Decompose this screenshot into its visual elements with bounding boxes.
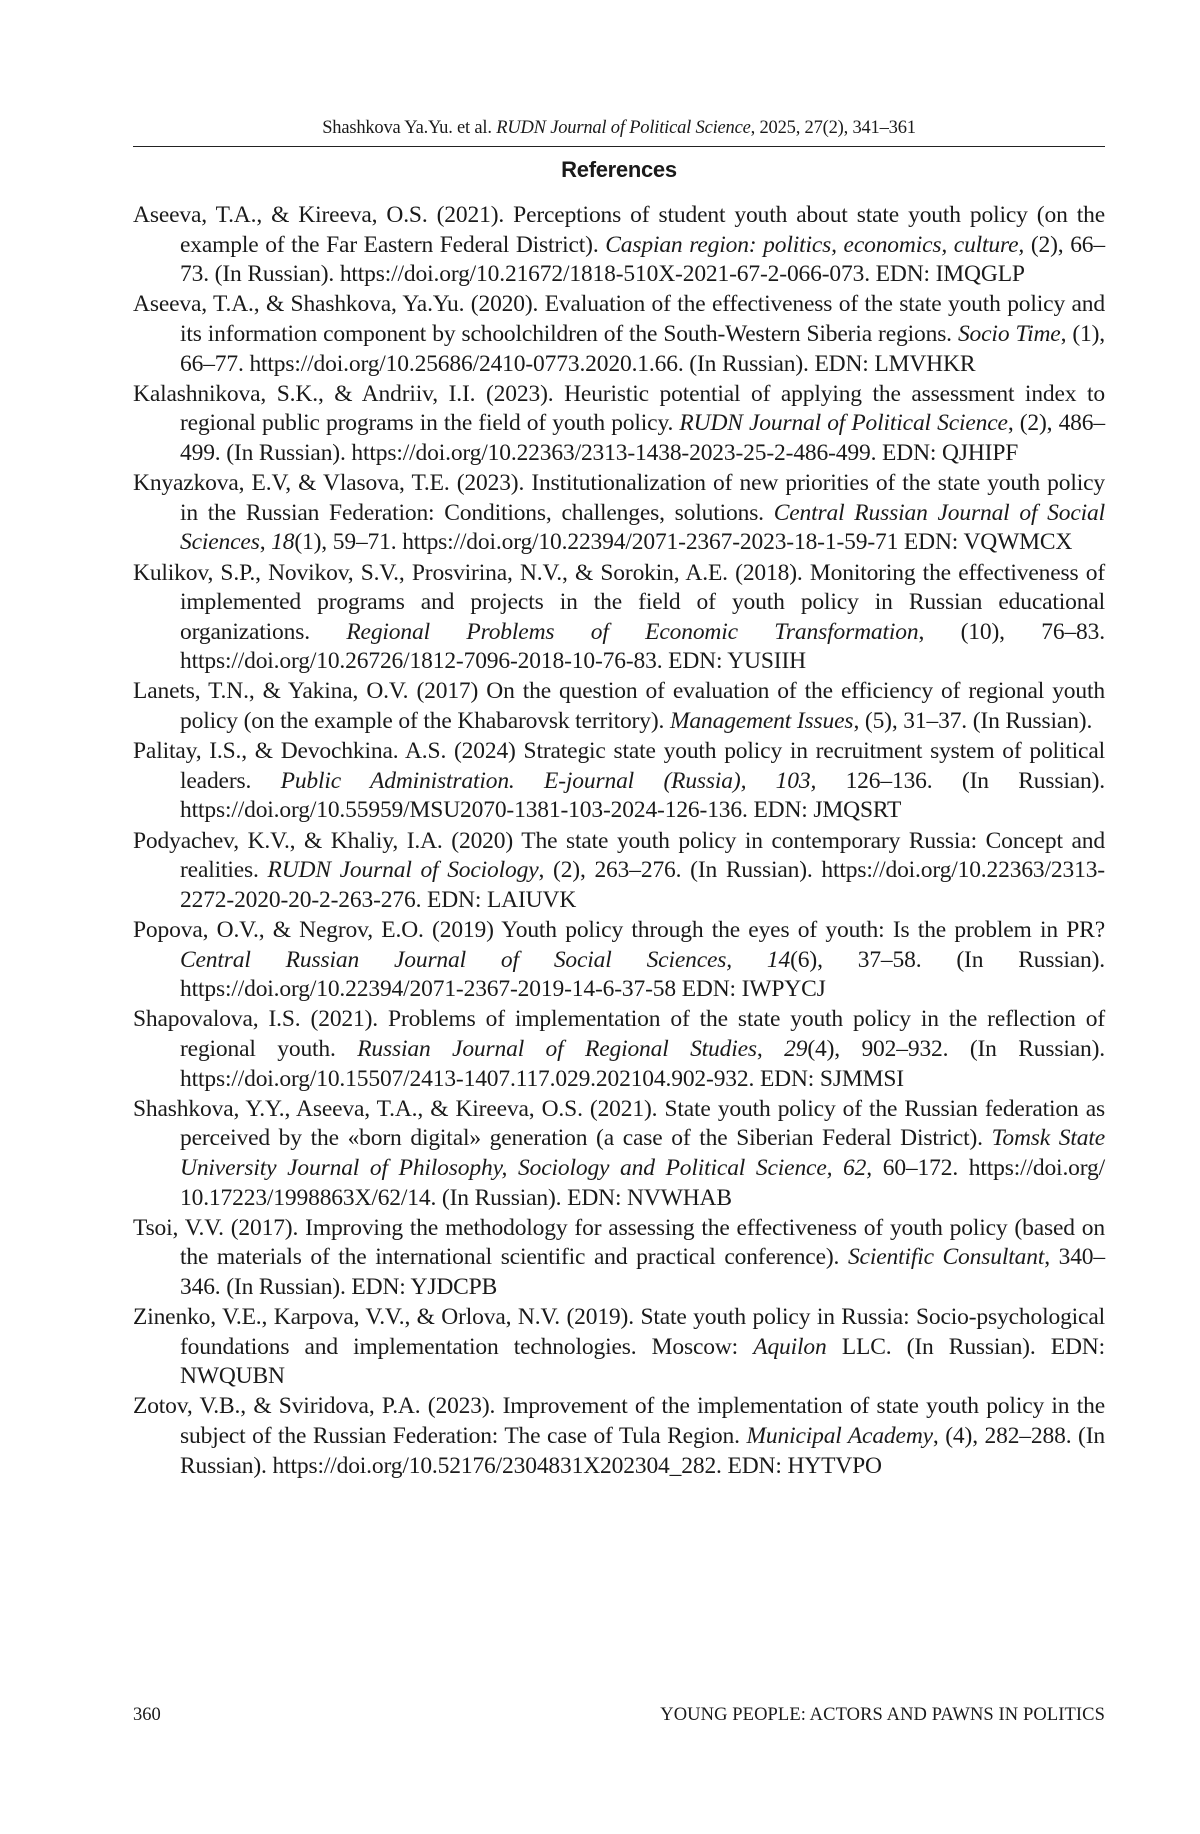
header-rule <box>133 146 1105 147</box>
header-citation: , 2025, 27(2), 341–361 <box>751 118 916 138</box>
reference-tsoi-2017: Tsoi, V.V. (2017). Improving the methodology for assessing the effectiveness of youth policy (based on the materials of the international scientific and practical conference). Scientific Consultant, 340–346. (In Russian). EDN: YJDCPB <box>133 1214 1105 1303</box>
reference-kulikov-et-al-2018: Kulikov, S.P., Novikov, S.V., Prosvirina, N.V., & Sorokin, A.E. (2018). Monitoring the effectiveness of implemented programs and projects in the field of youth policy in Russian educational organizations. Regional Problems of Economic Transformation, (10), 76–83. https://doi.org/10.26726/1812-7096-2018-10-76-83. EDN: YUSIIH <box>133 559 1105 677</box>
reference-list <box>133 201 1105 1482</box>
footer-section-title: YOUNG PEOPLE: ACTORS AND PAWNS IN POLITICS <box>660 1705 1105 1726</box>
page-number: 360 <box>133 1705 161 1726</box>
reference-shapovalova-2021: Shapovalova, I.S. (2021). Problems of implementation of the state youth policy in the reflection of regional youth. Russian Journal of Regional Studies, 29(4), 902–932. (In Russian). https://doi.org/10.15507/2413-1407.117.029.202104.902-932. EDN: SJMMSI <box>133 1005 1105 1094</box>
section-title: References <box>133 157 1105 183</box>
reference-kalashnikova-andriiv-2023: Kalashnikova, S.K., & Andriiv, I.I. (2023). Heuristic potential of applying the assessment index to regional public programs in the field of youth policy. RUDN Journal of Political Science, (2), 486–499. (In Russian). https://doi.org/10.22363/2313-1438-2023-25-2-486-499. EDN: QJHIPF <box>133 380 1105 469</box>
reference-palitay-devochkina-2024: Palitay, I.S., & Devochkina. A.S. (2024) Strategic state youth policy in recruitment system of political leaders. Public Administration. E-journal (Russia), 103, 126–136. (In Russian). https://doi.org/10.55959/MSU2070-1381-103-2024-126-136. EDN: JMQSRT <box>133 737 1105 826</box>
reference-zotov-sviridova-2023: Zotov, V.B., & Sviridova, P.A. (2023). Improvement of the implementation of state youth policy in the subject of the Russian Federation: The case of Tula Region. Municipal Academy, (4), 282–288. (In Russian). https://doi.org/10.52176/2304831X202304_282. EDN: HYTVPO <box>133 1392 1105 1481</box>
reference-lanets-yakina-2017: Lanets, T.N., & Yakina, O.V. (2017) On the question of evaluation of the efficiency of regional youth policy (on the example of the Khabarovsk territory). Management Issues, (5), 31–37. (In Russian). <box>133 677 1105 736</box>
reference-podyachev-khaliy-2020: Podyachev, K.V., & Khaliy, I.A. (2020) The state youth policy in contemporary Russia: Concept and realities. RUDN Journal of Sociology, (2), 263–276. (In Russian). https://doi.org/10.22363/2313-2272-2020-20-2-263-276. EDN: LAIUVK <box>133 827 1105 916</box>
reference-aseeva-shashkova-2020: Aseeva, T.A., & Shashkova, Ya.Yu. (2020). Evaluation of the effectiveness of the state youth policy and its information component by schoolchildren of the South-Western Siberia regions. Socio Time, (1), 66–77. https://doi.org/10.25686/2410-0773.2020.1.66. (In Russian). EDN: LMVHKR <box>133 290 1105 379</box>
reference-aseeva-kireeva-2021: Aseeva, T.A., & Kireeva, O.S. (2021). Perceptions of student youth about state youth policy (on the example of the Far Eastern Federal District). Caspian region: politics, economics, culture, (2), 66–73. (In Russian). https://doi.org/10.21672/1818-510X-2021-67-2-066-073. EDN: IMQGLP <box>133 201 1105 290</box>
reference-popova-negrov-2019: Popova, O.V., & Negrov, E.O. (2019) Youth policy through the eyes of youth: Is the problem in PR? Central Russian Journal of Social Sciences, 14(6), 37–58. (In Russian). https://doi.org/10.22394/2071-2367-2019-14-6-37-58 EDN: IWPYCJ <box>133 916 1105 1005</box>
reference-zinenko-et-al-2019: Zinenko, V.E., Karpova, V.V., & Orlova, N.V. (2019). State youth policy in Russia: Socio-psychological foundations and implementation technologies. Moscow: Aquilon LLC. (In Russian). EDN: NWQUBN <box>133 1303 1105 1392</box>
reference-knyazkova-vlasova-2023: Knyazkova, E.V, & Vlasova, T.E. (2023). Institutionalization of new priorities of the state youth policy in the Russian Federation: Conditions, challenges, solutions. Central Russian Journal of Social Sciences, 18(1), 59–71. https://doi.org/10.22394/2071-2367-2023-18-1-59-71 EDN: VQWMCX <box>133 469 1105 558</box>
page <box>133 0 1105 1834</box>
running-header <box>133 118 1105 139</box>
header-journal: RUDN Journal of Political Science <box>496 118 750 138</box>
reference-shashkova-et-al-2021: Shashkova, Y.Y., Aseeva, T.A., & Kireeva, O.S. (2021). State youth policy of the Russian federation as perceived by the «born digital» generation (a case of the Siberian Federal District). Tomsk State University Journal of Philosophy, Sociology and Political Science, 62, 60–172. https://doi.org/ 10.17223/1998863X/62/14. (In Russian). EDN: NVWHAB <box>133 1095 1105 1213</box>
header-authors: Shashkova Ya.Yu. et al. <box>322 118 492 138</box>
